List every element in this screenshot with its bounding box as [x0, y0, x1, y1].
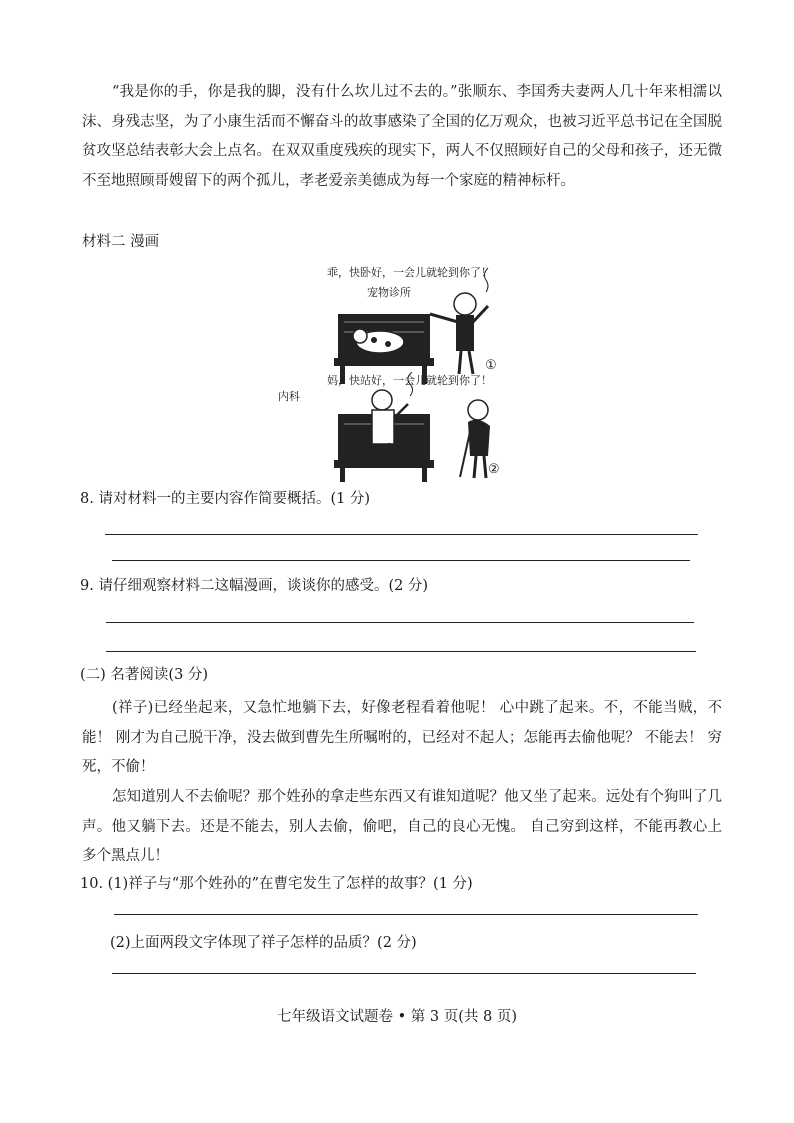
- panel-number-2: ②: [488, 462, 500, 477]
- bottom-man-head: [372, 390, 392, 410]
- elderly-head: [468, 400, 488, 420]
- answer-line[interactable]: [114, 914, 698, 915]
- answer-line[interactable]: [112, 973, 696, 974]
- bottom-speech-text: 妈，快站好，一会儿就轮到你了！: [327, 374, 492, 387]
- internal-medicine-sign: 内科: [278, 390, 300, 403]
- page-footer: 七年级语文试题卷 • 第 3 页(共 8 页): [277, 1009, 517, 1025]
- excerpt-paragraph-1: (祥子)已经坐起来，又急忙地躺下去，好像老程看着他呢！ 心中跳了起来。不，不能当贼，不能！ 刚才为自己脱干净，没去做到曹先生所嘱咐的，已经对不起人；怎能再去偷他呢？ 不能去！ 穷死，不偷！: [82, 700, 722, 775]
- top-man-head: [454, 293, 476, 315]
- material1-paragraph: “我是你的手，你是我的脚，没有什么坎儿过不去的。”张顺东、李国秀夫妻两人几十年来相濡以沫、身残志坚，为了小康生活而不懈奋斗的故事感染了全国的亿万观众，也被习近平总书记在全国脱贫攻坚总结表彰大会上点名。在双双重度残疾的现实下，两人不仅照顾好自己的父母和孩子，还无微不至地照顾哥嫂留下的两个孤儿，孝老爱亲美德成为每一个家庭的精神标杆。: [82, 84, 722, 189]
- cartoon-illustration: [270, 262, 540, 484]
- question-10-part2: (2)上面两段文字体现了祥子怎样的品质？(2 分): [110, 935, 417, 951]
- material2-heading: 材料二 漫画: [82, 234, 160, 250]
- top-speech-text: 乖，快卧好，一会儿就轮到你了！: [327, 266, 492, 279]
- section2-heading: (二) 名著阅读(3 分): [80, 667, 209, 683]
- answer-line[interactable]: [105, 534, 698, 535]
- excerpt-paragraph-2: 怎知道别人不去偷呢？那个姓孙的拿走些东西又有谁知道呢？他又坐了起来。远处有个狗叫了几声。他又躺下去。还是不能去，别人去偷，偷吧，自己的良心无愧。 自己穷到这样，不能再教心上多个黑点儿！: [82, 789, 722, 864]
- answer-line[interactable]: [106, 622, 694, 623]
- answer-line[interactable]: [112, 560, 690, 561]
- question-9: 9. 请仔细观察材料二这幅漫画，谈谈你的感受。(2 分): [80, 578, 429, 594]
- question-10-part1: 10. (1)祥子与“那个姓孙的”在曹宅发生了怎样的故事？(1 分): [80, 876, 473, 892]
- question-8: 8. 请对材料一的主要内容作简要概括。(1 分): [80, 491, 371, 507]
- pet-clinic-sign: 宠物诊所: [367, 286, 411, 299]
- panel-number-1: ①: [485, 358, 497, 373]
- answer-line[interactable]: [106, 651, 696, 652]
